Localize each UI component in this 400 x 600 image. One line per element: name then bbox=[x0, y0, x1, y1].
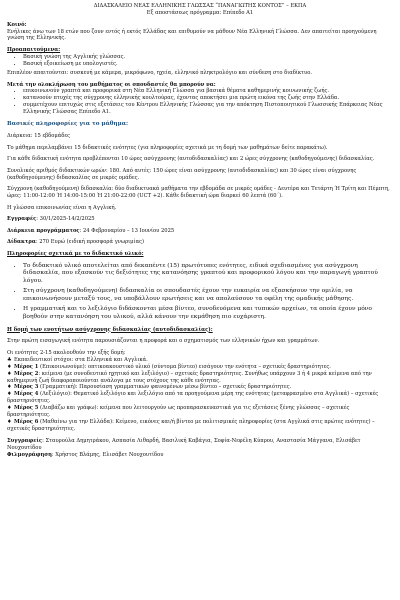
item-label: Μέρος 3 bbox=[14, 384, 39, 391]
club-bullet-icon: ♣ bbox=[7, 356, 12, 363]
language-text: Η γλώσσα επικοινωνίας είναι η Αγγλική. bbox=[7, 204, 117, 211]
program-subtitle: Εξ αποστάσεως πρόγραμμα: Επίπεδο Α1 bbox=[146, 9, 254, 16]
item-text: (Λεξιλόγιο): Θεματικό λεξιλόγιο και λεξιλόγιο από τα προηγούμενα μέρη της ενότητας (μεταφρασμένο στα Αγγλικά) – σχετικές δραστηριότητες. bbox=[7, 391, 379, 405]
registration-value: : 30/1/2025-14/2/2025 bbox=[36, 216, 95, 223]
hours-per-unit-text: Για κάθε διδακτική ενότητα προβλέπονται 10 ώρες ασύγχρονης (αυτοδιδασκαλίας) και 2 ώρες σύγχρονης (καθοδηγούμενης) διδασκαλίας. bbox=[7, 156, 375, 163]
material-list bbox=[7, 263, 393, 322]
units-text: Το μάθημα περιλαμβάνει 15 διδακτικές ενότητες (για πληροφορίες σχετικά με τη δομή των μαθημάτων δείτε παρακάτω). bbox=[7, 144, 328, 151]
diamond-bullet-icon: ♦ bbox=[7, 363, 12, 370]
tuition-value: : 270 Ευρώ (ειδική προσφορά γνωριμίας) bbox=[35, 239, 145, 246]
total-hours-text: Συνολικός αριθμός διδακτικών ωρών: 180. Από αυτές: 150 ώρες είναι ασύγχρονης (αυτοδιδασκαλίας) και 30 ώρες είναι σύγχρονης (καθοδηγούμενης) διδασκαλίας σε μικρές ομάδες. bbox=[7, 167, 357, 181]
list-item: • Το διδακτικό υλικό αποτελείται από δεκαπέντε (15) πρωτότυπες ενότητες, ειδικά σχεδιασμένες για ασύγχρονη διδασκαλία, που εξασκούν τις δεξιότητες της κατανόησης γραπτού και προφορικού λόγου και την παραγωγή γραπτού λόγου. bbox=[23, 263, 393, 287]
diamond-bullet-icon: ♦ bbox=[7, 405, 12, 412]
audience-text: Ενήλικες άνω των 18 ετών που ζουν εντός ή εκτός Ελλάδας και επιθυμούν να μάθουν Νέα Ελληνική Γλώσσα. Δεν απαιτείται προηγούμενη γνώση της Ελληνικής. bbox=[7, 28, 377, 42]
material-heading: Πληροφορίες σχετικά με το διδακτικό υλικό: bbox=[7, 251, 144, 258]
structure-heading: Η δομή των ενοτήτων ασύγχρονης διδασκαλίας (αυτοδιδασκαλίας): bbox=[7, 326, 213, 333]
list-item: • επικοινωνούν γραπτά και προφορικά στη Νέα Ελληνική Γλώσσα για βασικά θέματα καθημερινής κοινωνικής ζωής. bbox=[23, 88, 393, 95]
outcomes-list bbox=[7, 88, 393, 116]
list-item bbox=[7, 357, 393, 364]
tuition-line bbox=[7, 239, 393, 246]
duration-text: Διάρκεια: 15 εβδομάδες bbox=[7, 133, 70, 140]
structure-list bbox=[7, 357, 393, 434]
prerequisites-label: Προαπαιτούμενα: bbox=[7, 47, 61, 54]
authors-line bbox=[7, 438, 393, 452]
program-duration-value: : 24 Φεβρουαρίου – 13 Ιουνίου 2025 bbox=[79, 227, 175, 234]
audience-label: Κοινό: bbox=[7, 21, 27, 28]
item-text: (Διαβάζω και γράφω): κείμενα που λειτουργούν ως προπαρασκευαστικά για τις εξετάσεις ξένης γλώσσας – σχετικές δραστηριότητες. bbox=[7, 405, 350, 419]
list-item: • Στη σύγχρονη (καθοδηγούμενη) διδασκαλία οι σπουδαστές έχουν την ευκαιρία να εξασκήσουν την ομιλία, να επικοινωνήσουν μεταξύ τους, να υποβάλλουν ερωτήσεις και να απολαύσουν τα οφέλη της ομαδικής μάθησης. bbox=[23, 288, 393, 304]
list-item bbox=[7, 371, 393, 385]
item-label: Μέρος 6 bbox=[14, 419, 39, 426]
item-label: Μέρος 1 bbox=[14, 363, 39, 370]
item-label: Μέρος 4 bbox=[14, 391, 39, 398]
item-text: Εκπαιδευτικοί στόχοι: στα Ελληνικά και Αγγλικά. bbox=[14, 356, 148, 363]
list-item bbox=[7, 391, 393, 405]
diamond-bullet-icon: ♦ bbox=[7, 384, 12, 391]
list-item bbox=[7, 419, 393, 433]
tuition-label: Δίδακτρα bbox=[7, 239, 36, 246]
video-credits-value: : Χρήστος Βλάμης, Ελισάβετ Νουχουτίδου bbox=[51, 451, 164, 458]
diamond-bullet-icon: ♦ bbox=[7, 391, 12, 398]
item-label: Μέρος 5 bbox=[14, 405, 39, 412]
video-credits-line bbox=[7, 452, 393, 459]
program-duration-label: Διάρκεια προγράμματος bbox=[7, 227, 80, 234]
authors-value: : Σταυρούλα Δημητράκου, Ασπασία Λιθαρδή, Βασιλική Καβάγια, Σοφία-Νεφέλη Κύπρου, Αναστασία Μάγγανα, Ελισάβετ Νουχουτίδου bbox=[7, 437, 361, 451]
structure-intro2: Οι ενότητες 2-15 ακολουθούν την εξής δομή: bbox=[7, 349, 126, 356]
list-item: • συμμετέχουν επιτυχώς στις εξετάσεις του Κέντρου Ελληνικής Γλώσσας για την απόκτηση Πιστοποιητικού Γλωσσικής Επάρκειας Νέας Ελληνικής Γλώσσας Επίπεδο Α1. bbox=[23, 102, 393, 116]
outcomes-label: Μετά την ολοκλήρωση του μαθήματος οι σπουδαστές θα μπορούν να: bbox=[7, 81, 216, 88]
program-duration-line bbox=[7, 228, 393, 235]
schedule-text: Σύγχρονη (καθοδηγούμενη) διδασκαλία: δύο διαδικτυακά μαθήματα την εβδομάδα σε μικρές ομάδες - Δευτέρα και Τετάρτη Ή Τρίτη και Πέμπτη, ώρες: 11:00-12:00 Ή 14:00-15:00 Ή 21:00-22:00 (UCT +2). Κάθε διδακτική ώρα διαρκεί 60 λεπτά (60΄). bbox=[7, 186, 390, 200]
prerequisites-list bbox=[7, 54, 393, 68]
diamond-bullet-icon: ♦ bbox=[7, 419, 12, 426]
equipment-text: Επιπλέον απαιτούνται: συσκευή με κάμερα, μικρόφωνο, ηχεία, ελληνικό πληκτρολόγιο και σύνδεση στο διαδίκτυο. bbox=[7, 69, 312, 76]
item-text: (Μαθαίνω για την Ελλάδα): Κείμενο, εικόνες και/ή βίντεο με πολιτισμικές πληροφορίες (στα Αγγλικά στις πρώτες ενότητες) – σχετικές δραστηριότητες. bbox=[7, 419, 375, 433]
authors-label: Συγγραφείς bbox=[7, 437, 43, 444]
list-item: • κατανοούν πτυχές της σύγχρονης ελληνικής κουλτούρας, έχοντας αποκτήσει μια πρώτη εικόνα της ζωής στην Ελλάδα. bbox=[23, 95, 393, 102]
item-text: : κείμενα (με συνοδευτικό ηχητικό και λεξιλόγιο) – σχετικές δραστηριότητες. Συνήθως υπάρχουν 3 ή 4 μικρά κείμενα από την καθημερινή ζωή διαφοροποιούνται ανάλογα με τους στόχους της κάθε ενότητας. bbox=[7, 370, 372, 384]
basic-info-heading: Βασικές πληροφορίες για το μάθημα: bbox=[7, 120, 129, 127]
structure-intro: Στην πρώτη εισαγωγική ενότητα παρουσιάζονται η προφορά και ο σχηματισμός των ελληνικών ήχων και γραμμάτων. bbox=[7, 338, 320, 345]
video-credits-label: Φιλμογράφηση bbox=[7, 451, 52, 458]
item-label: Μέρος 2 bbox=[14, 370, 39, 377]
list-item: • Βασική εξοικείωση με υπολογιστές. bbox=[23, 61, 393, 68]
item-text: (Γραμματική): Παρουσίαση γραμματικών φαινομένων μέσω βίντεο – σχετικές δραστηριότητες. bbox=[38, 384, 292, 391]
registration-line bbox=[7, 216, 393, 223]
diamond-bullet-icon: ♦ bbox=[7, 370, 12, 377]
school-name: ΔΙΔΑΣΚΑΛΕΙΟ ΝΕΑΣ ΕΛΛΗΝΙΚΗΣ ΓΛΩΣΣΑΣ “ΠΑΝΑΓΙΩΤΗΣ ΚΟΝΤΟΣ” – ΕΚΠΑ bbox=[93, 3, 307, 9]
registration-label: Εγγραφές bbox=[7, 216, 37, 223]
list-item: • Βασική γνώση της Αγγλικής γλώσσας. bbox=[23, 54, 393, 61]
list-item bbox=[7, 405, 393, 419]
document-header bbox=[7, 3, 393, 17]
item-text: (Επικοινωνούμε): οπτικοακουστικό υλικό (σύντομα βίντεο) εισάγουν την ενότητα – σχετικές δραστηριότητες. bbox=[38, 363, 331, 370]
list-item: • Η γραμματική και το λεξιλόγιο διδάσκονται μέσα βίντεο, συνοδευόμενα και τυπικών αρχείων, τα οποία έχουν μόνο βοηθούν στην κατανόηση του υλικού, αλλά κάνουν την εκμάθηση πιο ευχάριστη. bbox=[23, 306, 393, 322]
list-item bbox=[7, 364, 393, 371]
